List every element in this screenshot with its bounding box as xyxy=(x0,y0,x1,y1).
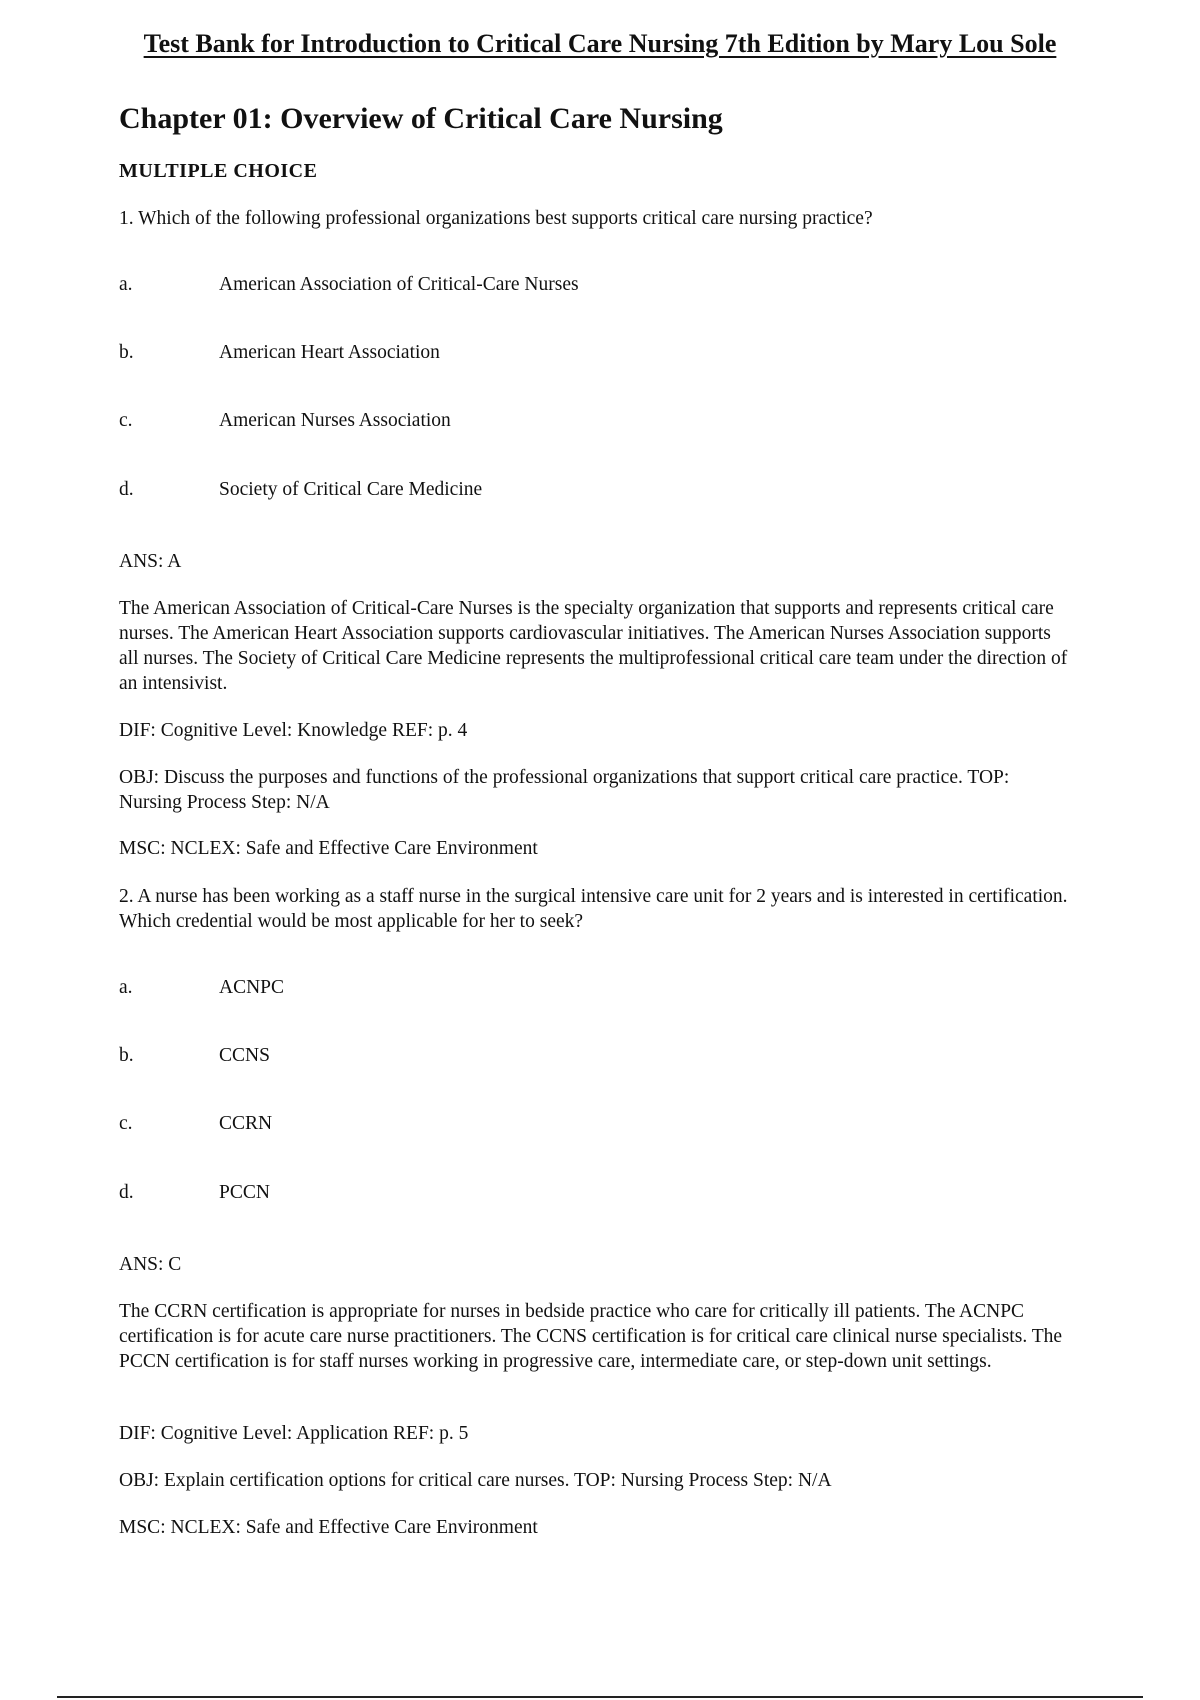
option-text: PCCN xyxy=(219,1182,270,1203)
question-2-answer: ANS: C xyxy=(119,1254,182,1275)
question-2-rationale: The CCRN certification is appropriate for nurses in bedside practice who care for critically ill patients. The ACNPC certification is for acute care nurse practitioners. The CCNS certification is for critical care clinical nurse specialists. The PCCN certification is for staff nurses working in progressive care, intermediate care, or step-down unit settings. xyxy=(119,1301,1063,1372)
question-1-rationale: The American Association of Critical-Care Nurses is the specialty organization that supports and represents critical care nurses. The American Heart Association supports cardiovascular initiatives. The American Nurses Association supports all nurses. The Society of Critical Care Medicine represents the multiprofessional critical care team under the direction of an intensivist. xyxy=(119,598,1068,694)
footer-rule xyxy=(57,1696,1143,1698)
question-2-option-b xyxy=(119,1043,819,1068)
option-text: ACNPC xyxy=(219,977,285,998)
option-text: CCNS xyxy=(219,1045,270,1066)
chapter-title: Chapter 01: Overview of Critical Care Nursing xyxy=(119,102,723,135)
option-letter: b. xyxy=(119,342,134,363)
option-letter: d. xyxy=(119,479,134,500)
option-text: American Association of Critical-Care Nurses xyxy=(219,274,579,295)
option-letter: b. xyxy=(119,1045,134,1066)
option-letter: a. xyxy=(119,977,133,998)
document-title: Test Bank for Introduction to Critical Care Nursing 7th Edition by Mary Lou Sole xyxy=(143,29,1057,58)
option-letter: a. xyxy=(119,274,133,295)
question-2-option-a xyxy=(119,975,819,1000)
option-letter: c. xyxy=(119,410,133,431)
question-1-msc: MSC: NCLEX: Safe and Effective Care Environment xyxy=(119,838,538,859)
question-2-stem: 2. A nurse has been working as a staff nurse in the surgical intensive care unit for 2 years and is interested in certification. Which credential would be most applicable for her to seek? xyxy=(119,886,1068,932)
question-1-option-b xyxy=(119,340,819,365)
question-2-difficulty: DIF: Cognitive Level: Application REF: p. 5 xyxy=(119,1423,469,1444)
question-2-option-d xyxy=(119,1180,819,1205)
option-letter: d. xyxy=(119,1182,134,1203)
option-letter: c. xyxy=(119,1113,133,1134)
question-1-answer: ANS: A xyxy=(119,551,182,572)
question-2-option-c xyxy=(119,1111,819,1136)
option-text: American Heart Association xyxy=(219,342,440,363)
question-2-objective: OBJ: Explain certification options for critical care nurses. TOP: Nursing Process Step: N/A xyxy=(119,1470,832,1491)
question-1-difficulty: DIF: Cognitive Level: Knowledge REF: p. 4 xyxy=(119,720,468,741)
option-text: Society of Critical Care Medicine xyxy=(219,479,483,500)
question-2-msc: MSC: NCLEX: Safe and Effective Care Environment xyxy=(119,1517,538,1538)
question-1-option-d xyxy=(119,477,819,502)
option-text: American Nurses Association xyxy=(219,410,451,431)
option-text: CCRN xyxy=(219,1113,273,1134)
question-1-option-c xyxy=(119,408,819,433)
question-1-objective: OBJ: Discuss the purposes and functions of the professional organizations that support critical care practice. TOP: Nursing Process Step: N/A xyxy=(119,767,1010,813)
section-label: MULTIPLE CHOICE xyxy=(119,160,318,182)
question-1-option-a xyxy=(119,272,819,297)
question-1-stem: 1. Which of the following professional organizations best supports critical care nursing practice? xyxy=(119,208,873,229)
